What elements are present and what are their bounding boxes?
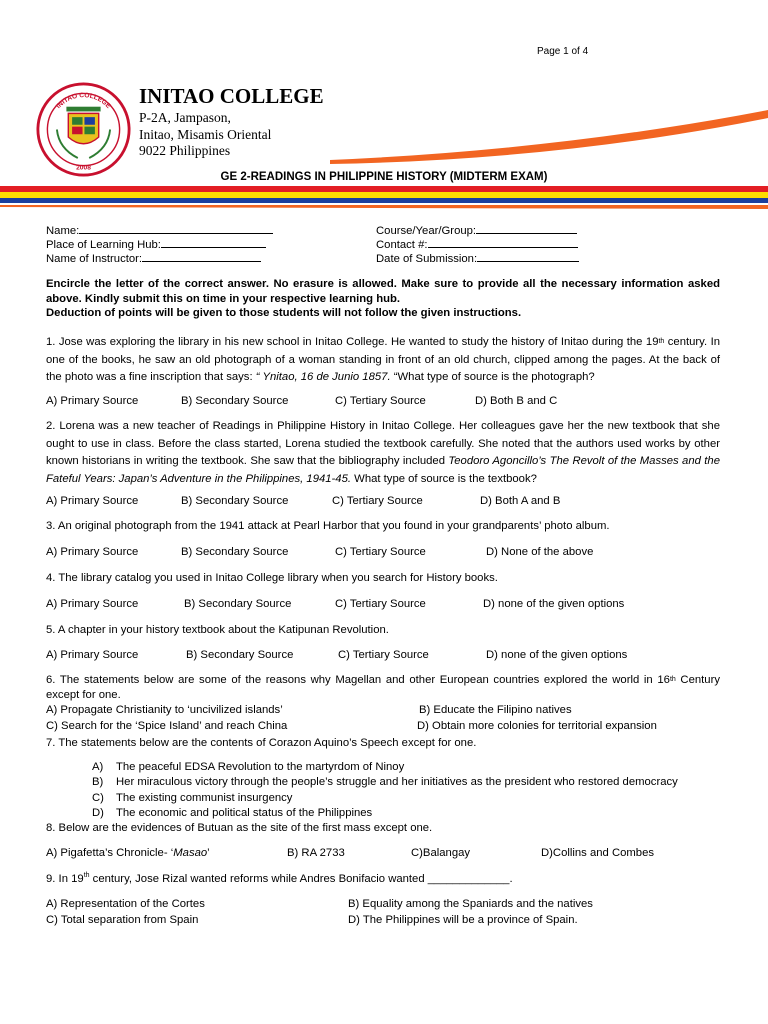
q1-inscription: “ Ynitao, 16 de Junio 1857.	[255, 371, 391, 383]
q8-a-italic: Masao	[173, 847, 208, 859]
q5-option-c[interactable]: C) Tertiary Source	[338, 649, 429, 661]
svg-text:INITAO COLLEGE: INITAO COLLEGE	[55, 92, 112, 110]
instructor-line[interactable]	[142, 250, 261, 262]
instructor-field[interactable]	[46, 250, 261, 265]
q7-b-letter: B)	[92, 776, 104, 788]
contact-line[interactable]	[428, 236, 578, 248]
q2-option-b[interactable]: B) Secondary Source	[181, 495, 289, 507]
instructions	[46, 277, 720, 321]
submission-label: Date of Submission:	[376, 253, 478, 265]
submission-field[interactable]	[376, 250, 579, 265]
q4-option-b[interactable]: B) Secondary Source	[184, 598, 292, 610]
q7-option-d[interactable]	[92, 807, 372, 819]
hub-field[interactable]	[46, 236, 266, 251]
q4-option-d[interactable]: D) none of the given options	[483, 598, 625, 610]
q5-option-b[interactable]: B) Secondary Source	[186, 649, 294, 661]
q6-option-a[interactable]: A) Propagate Christianity to ‘uncivilized islands’	[46, 704, 283, 716]
q2-option-a[interactable]: A) Primary Source	[46, 495, 139, 507]
q1-text-a: 1. Jose was exploring the library in his new school in Initao College. He wanted to study the history of Initao during the 19	[46, 336, 659, 348]
q6-option-b[interactable]: B) Educate the Filipino natives	[419, 704, 572, 716]
q9-option-b[interactable]: B) Equality among the Spaniards and the natives	[348, 898, 593, 910]
q8-a-prefix: A) Pigafetta’s Chronicle- ‘	[46, 847, 174, 859]
q4-option-c[interactable]: C) Tertiary Source	[335, 598, 426, 610]
q8-a-suffix: ’	[207, 847, 210, 859]
q6-text-a: 6. The statements below are some of the reasons why Magellan and other European countries explored the world in 16	[46, 674, 670, 686]
q9-sup: th	[83, 872, 90, 879]
q7-d-letter: D)	[92, 807, 104, 819]
q7-option-b[interactable]	[92, 776, 678, 788]
question-4: 4. The library catalog you used in Initao College library when you search for History books.	[46, 572, 498, 584]
hub-label: Place of Learning Hub:	[46, 239, 161, 251]
address-line-2: Initao, Misamis Oriental	[139, 127, 272, 142]
red-stripe	[0, 186, 768, 192]
question-3: 3. An original photograph from the 1941 attack at Pearl Harbor that you found in your grandparents’ photo album.	[46, 520, 610, 532]
exam-title: GE 2-READINGS IN PHILIPPINE HISTORY (MIDTERM EXAM)	[220, 171, 548, 183]
q8-option-a[interactable]	[46, 847, 210, 859]
q4-option-a[interactable]: A) Primary Source	[46, 598, 139, 610]
q2-option-c[interactable]: C) Tertiary Source	[332, 495, 423, 507]
question-8: 8. Below are the evidences of Butuan as the site of the first mass except one.	[46, 822, 433, 834]
submission-line[interactable]	[477, 250, 579, 262]
question-6	[46, 673, 720, 703]
orange-swoosh	[330, 110, 768, 164]
q7-b-text: Her miraculous victory through the people’s struggle and her initiatives as the president who restored democracy	[116, 776, 678, 788]
q7-a-text: The peaceful EDSA Revolution to the martyrdom of Ninoy	[116, 761, 405, 773]
q3-option-a[interactable]: A) Primary Source	[46, 546, 139, 558]
q8-option-d[interactable]: D)Collins and Combes	[541, 847, 655, 859]
college-name: INITAO COLLEGE	[139, 84, 324, 108]
q7-d-text: The economic and political status of the Philippines	[116, 807, 373, 819]
q7-option-c[interactable]	[92, 792, 292, 804]
name-label: Name:	[46, 225, 80, 237]
address-line-1: P-2A, Jampason,	[139, 110, 231, 125]
q2-text-a: 2. Lorena was a new teacher of Readings in Philippine History in Initao College. Her colleagues gave her the new textbook that she ought to use in class. Before the class started, Lorena studied the textbook carefully. She noted that the authors used works by other known historians in writing the textbook. She saw that the bibliography included	[46, 420, 720, 467]
q1-option-b[interactable]: B) Secondary Source	[181, 395, 289, 407]
page-number: Page 1 of 4	[537, 46, 589, 57]
blue-stripe	[0, 198, 768, 203]
q9-option-a[interactable]: A) Representation of the Cortes	[46, 898, 205, 910]
name-field[interactable]	[46, 222, 273, 237]
question-5: 5. A chapter in your history textbook about the Katipunan Revolution.	[46, 624, 389, 636]
q3-option-c[interactable]: C) Tertiary Source	[335, 546, 426, 558]
q7-a-letter: A)	[92, 761, 104, 773]
contact-field[interactable]	[376, 236, 578, 251]
course-line[interactable]	[476, 222, 577, 234]
q9-text-a: 9. In 19	[46, 873, 84, 885]
q1-text-c: “What type of source is the photograph?	[390, 371, 595, 383]
q7-c-text: The existing communist insurgency	[116, 792, 293, 804]
college-seal-logo	[36, 82, 131, 177]
q1-option-c[interactable]: C) Tertiary Source	[335, 395, 426, 407]
yellow-stripe	[0, 192, 768, 198]
q1-sup: th	[658, 338, 665, 345]
orange-stripe	[0, 205, 768, 209]
q7-c-letter: C)	[92, 792, 104, 804]
q3-option-b[interactable]: B) Secondary Source	[181, 546, 289, 558]
q9-option-c[interactable]: C) Total separation from Spain	[46, 914, 199, 926]
instruction-1: Encircle the letter of the correct answer. No erasure is allowed. Make sure to provide all the necessary information asked above. Kindly submit this on time in your respective learning hub.	[46, 278, 720, 305]
q9-text-b: century, Jose Rizal wanted reforms while Andres Bonifacio wanted _____________.	[89, 873, 513, 885]
svg-text:2008: 2008	[76, 164, 91, 172]
q2-option-d[interactable]: D) Both A and B	[480, 495, 561, 507]
course-field[interactable]	[376, 222, 577, 237]
q2-bibliography: Teodoro Agoncillo’s The Revolt of the Masses and the Fateful Years: Japan’s Adventure in the Philippines, 1941-45.	[46, 455, 720, 485]
q2-text-b: What type of source is the textbook?	[351, 472, 537, 485]
q5-option-a[interactable]: A) Primary Source	[46, 649, 139, 661]
hub-line[interactable]	[161, 236, 266, 248]
q1-option-d[interactable]: D) Both B and C	[475, 395, 558, 407]
instructor-label: Name of Instructor:	[46, 253, 143, 265]
q8-option-c[interactable]: C)Balangay	[411, 847, 471, 859]
question-9	[46, 873, 513, 885]
q1-option-a[interactable]: A) Primary Source	[46, 395, 139, 407]
name-line[interactable]	[79, 222, 273, 234]
instruction-2: Deduction of points will be given to those students will not follow the given instructions.	[46, 307, 522, 320]
q6-option-d[interactable]: D) Obtain more colonies for territorial expansion	[417, 720, 657, 732]
q6-option-c[interactable]: C) Search for the ‘Spice Island’ and reach China	[46, 720, 288, 732]
q6-text-b: Century except for one.	[46, 674, 720, 701]
question-7: 7. The statements below are the contents of Corazon Aquino’s Speech except for one.	[46, 737, 477, 749]
contact-label: Contact #:	[376, 239, 428, 251]
q7-option-a[interactable]	[92, 761, 404, 773]
course-label: Course/Year/Group:	[376, 225, 477, 237]
q6-sup: th	[669, 676, 676, 683]
q5-option-d[interactable]: D) none of the given options	[486, 649, 628, 661]
question-1	[46, 334, 720, 387]
question-2	[46, 418, 720, 488]
address-line-3: 9022 Philippines	[139, 143, 231, 158]
q3-option-d[interactable]: D) None of the above	[486, 546, 594, 558]
q1-text-b: century. In one of the books, he saw an old photograph of a woman standing in front of an old church, clipped among the pages. At the back of the photo was a fine inscription that says:	[46, 336, 720, 383]
q9-option-d[interactable]: D) The Philippines will be a province of Spain.	[348, 914, 578, 926]
q8-option-b[interactable]: B) RA 2733	[287, 847, 345, 859]
